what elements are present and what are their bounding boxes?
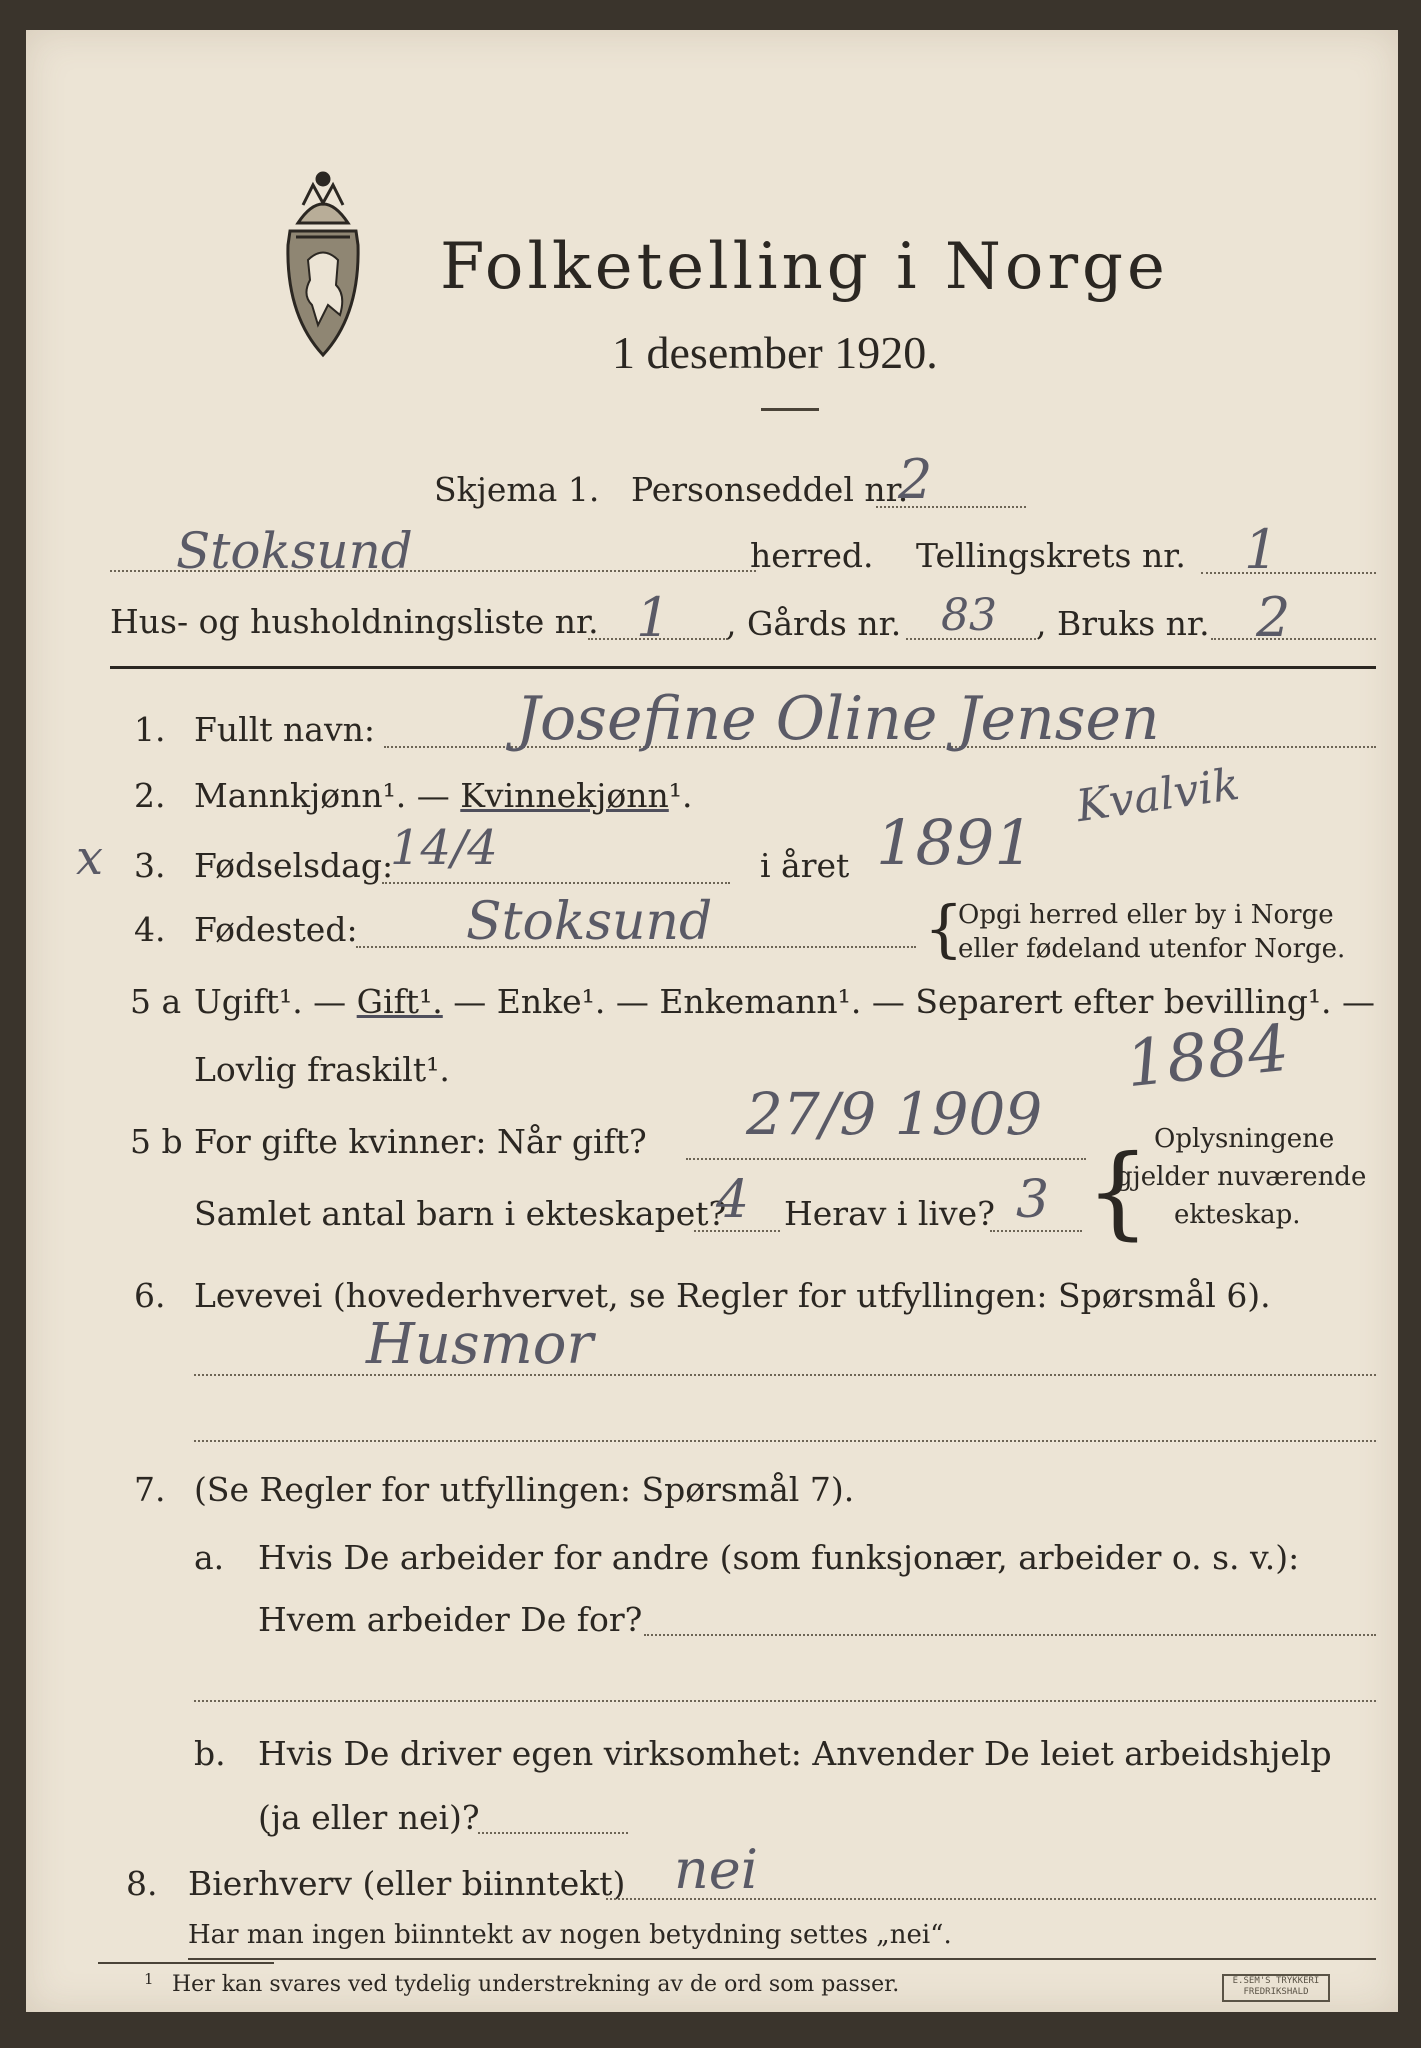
q2-male-label: Mannkjønn¹. xyxy=(194,776,407,815)
tellingskrets-line xyxy=(1201,572,1376,574)
q2-note: Kvalvik xyxy=(1073,758,1243,833)
q1-number: 1. xyxy=(134,710,166,749)
q5a-fraskilt-option[interactable]: Lovlig fraskilt¹. xyxy=(194,1050,450,1089)
q5b-married-line xyxy=(686,1158,1086,1160)
q4-brace: { xyxy=(924,892,964,965)
q1-value[interactable]: Josefine Oline Jensen xyxy=(516,684,1160,754)
q4-value[interactable]: Stoksund xyxy=(466,892,713,952)
q3-label: Fødselsdag: xyxy=(194,846,394,885)
q3-value[interactable]: 14/4 xyxy=(390,820,498,876)
q5b-children-value[interactable]: 4 xyxy=(716,1170,750,1230)
q4-note-line2: eller fødeland utenfor Norge. xyxy=(958,934,1346,964)
q5b-children-line xyxy=(694,1230,780,1232)
q6-line-2 xyxy=(194,1440,1376,1442)
q2-number: 2. xyxy=(134,776,166,815)
q5b-alive-line xyxy=(990,1230,1082,1232)
header-rule xyxy=(110,666,1376,669)
census-form-sheet xyxy=(26,30,1398,2012)
q3-year-label: i året xyxy=(760,846,850,885)
bruks-line xyxy=(1211,638,1376,640)
q5b-alive-label: Herav i live? xyxy=(784,1194,995,1233)
q3-year-value[interactable]: 1891 xyxy=(876,806,1034,879)
title-divider xyxy=(761,408,819,411)
q8-value[interactable]: nei xyxy=(674,1838,759,1901)
herred-value[interactable]: Stoksund xyxy=(176,522,413,580)
hus-label: Hus- og husholdningsliste nr. xyxy=(110,602,599,641)
q6-number: 6. xyxy=(134,1276,166,1315)
q5b-alive-value[interactable]: 3 xyxy=(1016,1170,1050,1230)
personseddel-label: Personseddel nr. xyxy=(631,470,909,509)
herred-label: herred. xyxy=(750,536,874,575)
q5b-note-line3: ekteskap. xyxy=(1174,1200,1301,1230)
footer-note: Har man ingen biinntekt av nogen betydning settes „nei“. xyxy=(188,1920,952,1950)
q2-female-option[interactable]: Kvinnekjønn xyxy=(460,776,669,815)
q5b-married-value[interactable]: 27/9 1909 xyxy=(746,1080,1043,1148)
personseddel-value[interactable]: 2 xyxy=(898,448,933,511)
printer-stamp-line2: FREDRIKSHALD xyxy=(1243,1987,1309,1997)
q7b-line2: (ja eller nei)? xyxy=(258,1798,480,1837)
q7a-line1: Hvis De arbeider for andre (som funksjonær, arbeider o. s. v.): xyxy=(258,1538,1300,1577)
q4-label: Fødested: xyxy=(194,910,358,949)
q8-label: Bierhverv (eller biinntekt) xyxy=(188,1864,626,1903)
q5b-note-line2: gjelder nuværende xyxy=(1116,1162,1367,1192)
schema-label: Skjema 1. xyxy=(434,470,600,509)
q5b-number: 5 b xyxy=(130,1122,183,1161)
q7b-letter: b. xyxy=(194,1734,226,1773)
q4-note-line1: Opgi herred eller by i Norge xyxy=(958,900,1334,930)
q7b-line1: Hvis De driver egen virksomhet: Anvender De leiet arbeidshjelp xyxy=(258,1734,1332,1773)
q7a-letter: a. xyxy=(194,1538,225,1577)
gards-label: , Gårds nr. xyxy=(726,604,902,643)
q7a-extra-line xyxy=(194,1700,1376,1702)
q5a-other-options[interactable]: — Enke¹. — Enkemann¹. — Separert efter bevilling¹. — xyxy=(442,982,1376,1021)
gards-value[interactable]: 83 xyxy=(941,590,997,641)
q4-number: 4. xyxy=(134,910,166,949)
bruks-value[interactable]: 2 xyxy=(1256,586,1291,649)
q2-female-sup: ¹. xyxy=(668,776,693,815)
footnote-rule xyxy=(98,1962,274,1964)
q5b-label: For gifte kvinner: Når gift? xyxy=(194,1122,647,1161)
q5b-children-label: Samlet antal barn i ekteskapet? xyxy=(194,1194,727,1233)
q5a-ugift-option[interactable]: Ugift¹. — xyxy=(194,982,357,1021)
footnote-number: 1 xyxy=(144,1970,154,1988)
q5a-note: 1884 xyxy=(1122,1011,1293,1103)
q2-male-option[interactable] xyxy=(194,776,693,815)
q7a-line[interactable] xyxy=(644,1634,1376,1636)
q7-number: 7. xyxy=(134,1470,166,1509)
printer-stamp-line1: E.SEM'S TRYKKERI xyxy=(1232,1976,1320,1986)
q3-margin-mark: x xyxy=(76,830,104,886)
q1-label: Fullt navn: xyxy=(194,710,375,749)
q7a-line2: Hvem arbeider De for? xyxy=(258,1600,643,1639)
q5b-brace: { xyxy=(1086,1133,1150,1250)
q2-separator: — xyxy=(406,776,461,815)
q7-label: (Se Regler for utfyllingen: Spørsmål 7). xyxy=(194,1470,855,1509)
hus-value[interactable]: 1 xyxy=(636,586,671,649)
q8-extra-line xyxy=(188,1958,1376,1960)
q3-number: 3. xyxy=(134,846,166,885)
q6-label: Levevei (hovederhvervet, se Regler for utfyllingen: Spørsmål 6). xyxy=(194,1276,1271,1315)
q6-value[interactable]: Husmor xyxy=(366,1312,594,1377)
form-title: Folketelling i Norge xyxy=(440,230,1169,304)
printer-stamp xyxy=(1222,1974,1330,2002)
tellingskrets-label: Tellingskrets nr. xyxy=(916,536,1186,575)
q5a-gift-option[interactable]: Gift¹. xyxy=(356,982,443,1021)
q8-number: 8. xyxy=(126,1864,158,1903)
q5a-options[interactable] xyxy=(194,982,1375,1021)
footnote-text: Her kan svares ved tydelig understrekning av de ord som passer. xyxy=(172,1972,900,1997)
bruks-label: , Bruks nr. xyxy=(1036,604,1210,643)
q7b-line[interactable] xyxy=(478,1832,628,1834)
form-date: 1 desember 1920. xyxy=(612,327,938,378)
q3-line xyxy=(382,882,730,884)
tellingskrets-value[interactable]: 1 xyxy=(1244,518,1279,581)
q5a-number: 5 a xyxy=(130,982,182,1021)
q5b-note-line1: Oplysningene xyxy=(1154,1124,1335,1154)
coat-of-arms-icon xyxy=(268,165,378,365)
